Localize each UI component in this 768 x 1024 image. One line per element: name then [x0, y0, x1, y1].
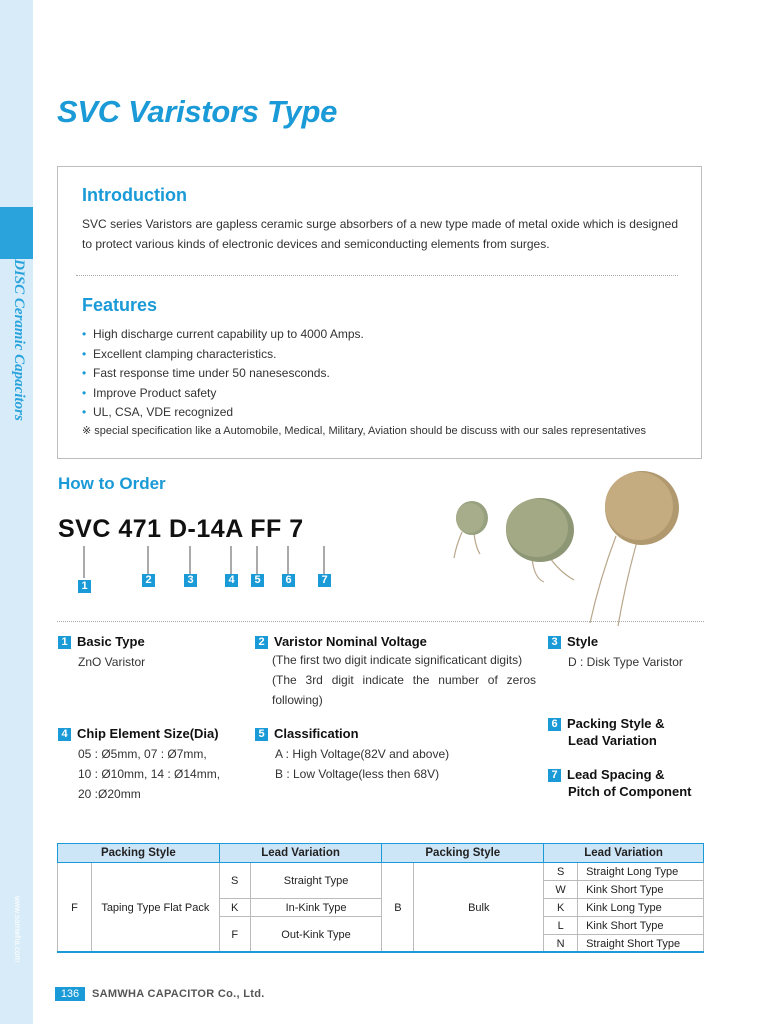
introduction-text: SVC series Varistors are gapless ceramic surge absorbers of a new type made of metal oxide which is designed to protect various kinds of electronic devices and semiconducting elements from surges. [82, 217, 678, 251]
spec-number: 2 [255, 636, 268, 649]
spec-number: 4 [58, 728, 71, 741]
table-header-row [58, 844, 704, 863]
spec-number: 3 [548, 636, 561, 649]
table-header: Packing Style [58, 844, 220, 863]
features-list [82, 325, 692, 423]
code-marker-5: 5 [251, 574, 264, 587]
spec-text: B : Low Voltage(less then 68V) [275, 767, 440, 781]
table-cell: F [219, 917, 250, 953]
spec-number: 1 [58, 636, 71, 649]
table-header: Lead Variation [544, 844, 704, 863]
spec-basic-type [58, 634, 145, 649]
spec-nominal-voltage [255, 634, 427, 649]
table-header: Packing Style [382, 844, 544, 863]
feature-item: • Fast response time under 50 nanesesconds. [82, 364, 692, 384]
spec-title: Lead Spacing & [567, 767, 665, 782]
table-cell: K [219, 899, 250, 917]
table-cell: Straight Short Type [578, 935, 704, 953]
table-cell: Taping Type Flat Pack [91, 863, 219, 953]
spec-style [548, 634, 598, 649]
table-cell: Kink Short Type [578, 881, 704, 899]
spec-text: 05 : Ø5mm, 07 : Ø7mm, [78, 747, 207, 761]
table-cell: Bulk [414, 863, 544, 953]
divider [76, 275, 678, 276]
order-code: SVC 471 D-14A FF 7 [58, 515, 304, 543]
code-marker-3: 3 [184, 574, 197, 587]
sidebar-url: www.samwha.com [13, 895, 22, 963]
code-marker-2: 2 [142, 574, 155, 587]
table-cell: Straight Long Type [578, 863, 704, 881]
spec-text: (The first two digit indicate significaticant digits) [272, 653, 523, 667]
spec-title-line2: Pitch of Component [568, 784, 692, 799]
code-pointer-lines [58, 544, 348, 594]
spec-title: Chip Element Size(Dia) [77, 726, 219, 741]
special-note: ※ special specification like a Automobile, Medical, Military, Aviation should be discuss with our sales representatives [82, 425, 646, 437]
spec-title-line2: Lead Variation [568, 733, 657, 748]
spec-text: (The 3rd digit indicate the number of zeros following) [272, 673, 536, 707]
spec-title: Classification [274, 726, 359, 741]
table-cell: F [58, 863, 92, 953]
divider [57, 621, 704, 622]
spec-text: 10 : Ø10mm, 14 : Ø14mm, [78, 767, 221, 781]
spec-chip-size [58, 726, 219, 741]
table-cell: S [219, 863, 250, 899]
table-cell: W [544, 881, 578, 899]
spec-title: Varistor Nominal Voltage [274, 634, 427, 649]
spec-title: Basic Type [77, 634, 145, 649]
spec-text: 20 :Ø20mm [78, 787, 141, 801]
spec-title: Packing Style & [567, 716, 665, 731]
spec-lead-spacing [548, 767, 665, 782]
sidebar [0, 0, 33, 1024]
sidebar-section-label: DISC Ceramic Capacitors [11, 259, 27, 421]
table-cell: Out-Kink Type [250, 917, 382, 953]
spec-text: D : Disk Type Varistor [568, 655, 683, 669]
spec-number: 7 [548, 769, 561, 782]
table-cell: N [544, 935, 578, 953]
table-cell: B [382, 863, 414, 953]
company-name: SAMWHA CAPACITOR Co., Ltd. [92, 988, 265, 1000]
features-heading: Features [82, 295, 158, 315]
feature-item: • High discharge current capability up to 4000 Amps. [82, 325, 692, 345]
spec-text: ZnO Varistor [78, 655, 146, 669]
table-cell: L [544, 917, 578, 935]
table-cell: S [544, 863, 578, 881]
varistor-product-photo [440, 468, 710, 628]
table-row [58, 863, 704, 881]
spec-number: 5 [255, 728, 268, 741]
table-cell: K [544, 899, 578, 917]
spec-number: 6 [548, 718, 561, 731]
table-cell: Kink Long Type [578, 899, 704, 917]
code-marker-1: 1 [78, 580, 91, 593]
table-header: Lead Variation [219, 844, 382, 863]
table-bottom-rule [57, 951, 704, 953]
page-title: SVC Varistors Type [57, 94, 338, 129]
table-cell: In-Kink Type [250, 899, 382, 917]
spec-title: Style [567, 634, 599, 649]
page-number: 136 [55, 987, 85, 1001]
table-cell: Straight Type [250, 863, 382, 899]
code-marker-4: 4 [225, 574, 238, 587]
introduction-heading: Introduction [82, 185, 187, 205]
feature-item: • Excellent clamping characteristics. [82, 345, 692, 365]
spec-packing-style [548, 716, 665, 731]
feature-item: • UL, CSA, VDE recognized [82, 403, 692, 423]
table-cell: Kink Short Type [578, 917, 704, 935]
spec-classification [255, 726, 359, 741]
feature-item: • Improve Product safety [82, 384, 692, 404]
how-to-order-heading: How to Order [58, 474, 166, 493]
code-marker-6: 6 [282, 574, 295, 587]
code-marker-7: 7 [318, 574, 331, 587]
packing-table [57, 843, 704, 953]
spec-text: A : High Voltage(82V and above) [275, 747, 450, 761]
